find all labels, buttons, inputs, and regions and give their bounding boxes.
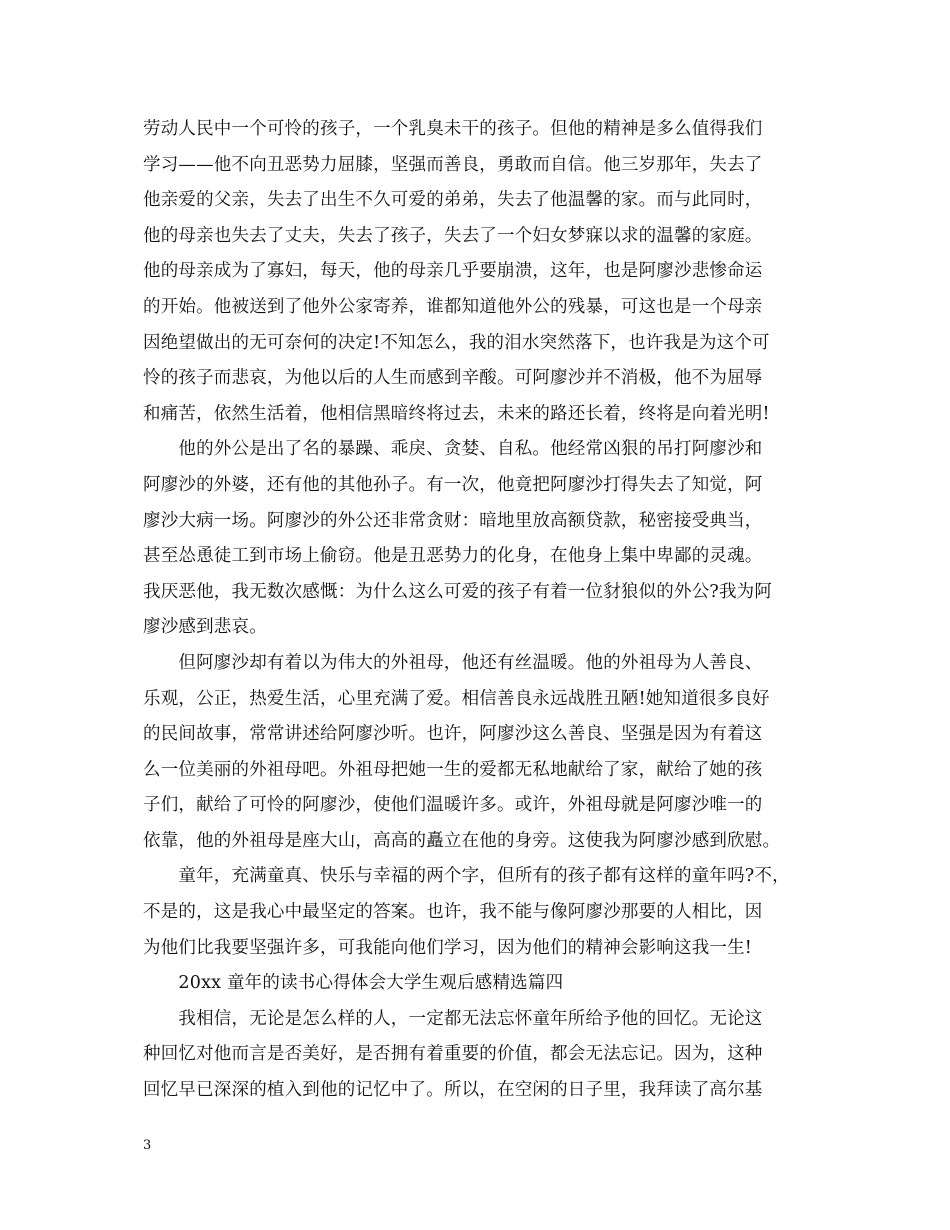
section-heading: 20xx 童年的读书心得体会大学生观后感精选篇四 xyxy=(143,973,564,994)
text-line: 依靠，他的外祖母是座大山，高高的矗立在他的身旁。这使我为阿廖沙感到欣慰。 xyxy=(143,830,781,851)
text-line: 童年，充满童真、快乐与幸福的两个字，但所有的孩子都有这样的童年吗?不， xyxy=(143,866,790,887)
text-line: 不是的，这是我心中最坚定的答案。也许，我不能与像阿廖沙那要的人相比，因 xyxy=(143,902,763,923)
text-line: 为他们比我要坚强许多，可我能向他们学习，因为他们的精神会影响这我一生! xyxy=(143,937,753,958)
text-line: 怜的孩子而悲哀，为他以后的人生而感到辛酸。可阿廖沙并不消极，他不为屈辱 xyxy=(143,368,763,389)
text-line: 他的母亲也失去了丈夫，失去了孩子，失去了一个妇女梦寐以求的温馨的家庭。 xyxy=(143,225,763,246)
page-number: 3 xyxy=(143,1138,152,1153)
text-line: 乐观，公正，热爱生活，心里充满了爱。相信善良永远战胜丑陋!她知道很多良好 xyxy=(143,688,770,709)
text-line: 么一位美丽的外祖母吧。外祖母把她一生的爱都无私地献给了家，献给了她的孩 xyxy=(143,759,763,780)
text-line: 学习——他不向丑恶势力屈膝，坚强而善良，勇敢而自信。他三岁那年，失去了 xyxy=(143,154,763,175)
text-line: 他的母亲成为了寡妇，每天，他的母亲几乎要崩溃，这年，也是阿廖沙悲惨命运 xyxy=(143,261,763,282)
text-line: 甚至怂恿徒工到市场上偷窃。他是丑恶势力的化身，在他身上集中卑鄙的灵魂。 xyxy=(143,546,763,567)
text-line: 廖沙感到悲哀。 xyxy=(143,617,267,638)
text-line: 和痛苦，依然生活着，他相信黑暗终将过去，未来的路还长着，终将是向着光明! xyxy=(143,403,770,424)
text-line: 我厌恶他，我无数次感慨：为什么这么可爱的孩子有着一位豺狼似的外公?我为阿 xyxy=(143,581,773,602)
text-line: 劳动人民中一个可怜的孩子，一个乳臭未干的孩子。但他的精神是多么值得我们 xyxy=(143,119,763,139)
text-line: 但阿廖沙却有着以为伟大的外祖母，他还有丝温暖。他的外祖母为人善良、 xyxy=(143,652,763,673)
text-line: 子们，献给了可怜的阿廖沙，使他们温暖许多。或许，外祖母就是阿廖沙唯一的 xyxy=(143,795,763,816)
text-line: 种回忆对他而言是否美好，是否拥有着重要的价值，都会无法忘记。因为，这种 xyxy=(143,1044,763,1065)
text-line: 因绝望做出的无可奈何的决定!不知怎么，我的泪水突然落下，也许我是为这个可 xyxy=(143,332,770,353)
text-line: 的民间故事，常常讲述给阿廖沙听。也许，阿廖沙这么善良、坚强是因为有着这 xyxy=(143,724,763,745)
text-line: 他的外公是出了名的暴躁、乖戾、贪婪、自私。他经常凶狠的吊打阿廖沙和 xyxy=(143,439,763,460)
body-text xyxy=(143,112,823,1109)
text-line: 廖沙大病一场。阿廖沙的外公还非常贪财：暗地里放高额贷款，秘密接受典当， xyxy=(143,510,763,531)
text-line: 阿廖沙的外婆，还有他的其他孙子。有一次，他竟把阿廖沙打得失去了知觉，阿 xyxy=(143,474,763,495)
text-line: 回忆早已深深的植入到他的记忆中了。所以，在空闲的日子里，我拜读了高尔基 xyxy=(143,1080,763,1101)
text-line: 我相信，无论是怎么样的人，一定都无法忘怀童年所给予他的回忆。无论这 xyxy=(143,1008,763,1029)
text-line: 的开始。他被送到了他外公家寄养，谁都知道他外公的残暴，可这也是一个母亲 xyxy=(143,296,763,317)
text-line: 他亲爱的父亲，失去了出生不久可爱的弟弟，失去了他温馨的家。而与此同时， xyxy=(143,190,763,211)
